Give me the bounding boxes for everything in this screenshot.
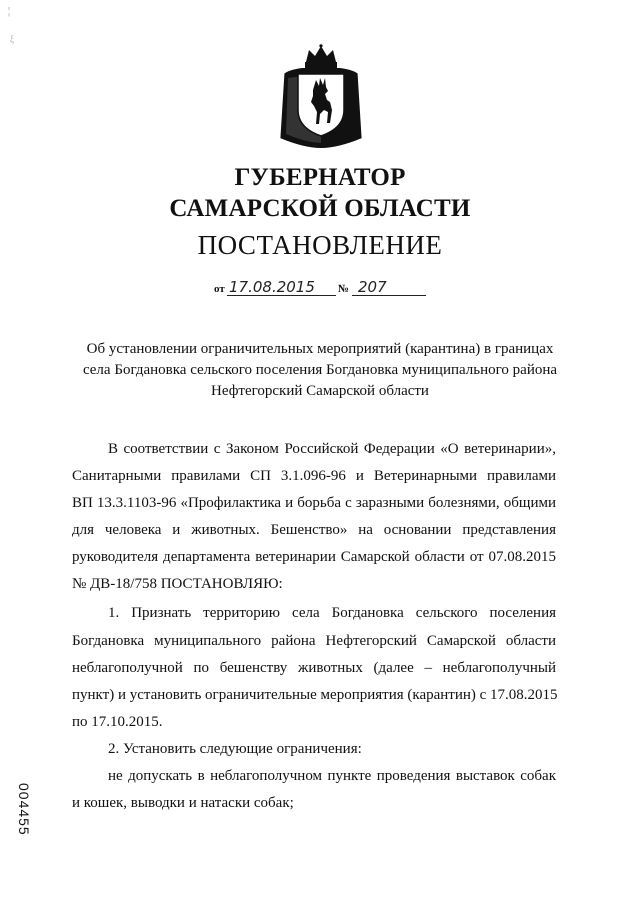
number-label: №: [338, 283, 350, 295]
body-line: неблагополучной по бешенству животных (далее – неблагополучный: [72, 660, 556, 676]
body-line: Богдановка муниципального района Нефтегорский Самарской области: [72, 633, 556, 649]
body-line: ВП 13.3.1103-96 «Профилактика и борьба с заразными болезнями, общими: [72, 495, 556, 511]
issuer-title-line-2: САМАРСКОЙ ОБЛАСТИ: [169, 195, 471, 222]
subject-line: Об установлении ограничительных мероприятий (карантина) в границах: [86, 341, 554, 357]
document-type-heading: ПОСТАНОВЛЕНИЕ: [197, 230, 443, 260]
handwritten-date: 17.08.2015: [229, 278, 315, 296]
body-line: по 17.10.2015.: [72, 714, 163, 730]
body-line: для человека и животных. Бешенство» на основании представления: [72, 522, 556, 538]
resolution-subject: [40, 339, 600, 402]
body-line: № ДВ-18/758 ПОСТАНОВЛЯЮ:: [72, 576, 283, 592]
date-from-label: от: [214, 283, 225, 295]
body-line: 2. Установить следующие ограничения:: [108, 741, 362, 757]
subject-line: села Богдановка сельского поселения Богдановка муниципального района: [82, 362, 558, 378]
body-line: и кошек, выводки и натаски собак;: [72, 795, 294, 811]
body-line: пункт) и установить ограничительные мероприятия (карантин) с 17.08.2015: [72, 687, 558, 703]
date-number-line: [214, 276, 444, 298]
issuer-title-line-1: ГУБЕРНАТОР: [234, 164, 406, 191]
archive-side-number: 004455: [16, 783, 32, 836]
body-line: 1. Признать территорию села Богдановка сельского поселения: [108, 605, 556, 621]
coat-of-arms-emblem: [278, 44, 364, 150]
handwritten-number: 207: [358, 278, 387, 296]
subject-line: Нефтегорский Самарской области: [211, 383, 429, 399]
body-line: Санитарными правилами СП 3.1.096-96 и Ветеринарными правилами: [72, 468, 556, 484]
body-line: В соответствии с Законом Российской Федерации «О ветеринарии»,: [108, 441, 556, 457]
scan-corner-mark-2: ξ: [10, 34, 15, 44]
scan-corner-mark: ¦: [8, 6, 11, 17]
body-line: не допускать в неблагополучном пункте проведения выставок собак: [108, 768, 556, 784]
body-line: руководителя департамента ветеринарии Самарской области от 07.08.2015: [72, 549, 556, 565]
